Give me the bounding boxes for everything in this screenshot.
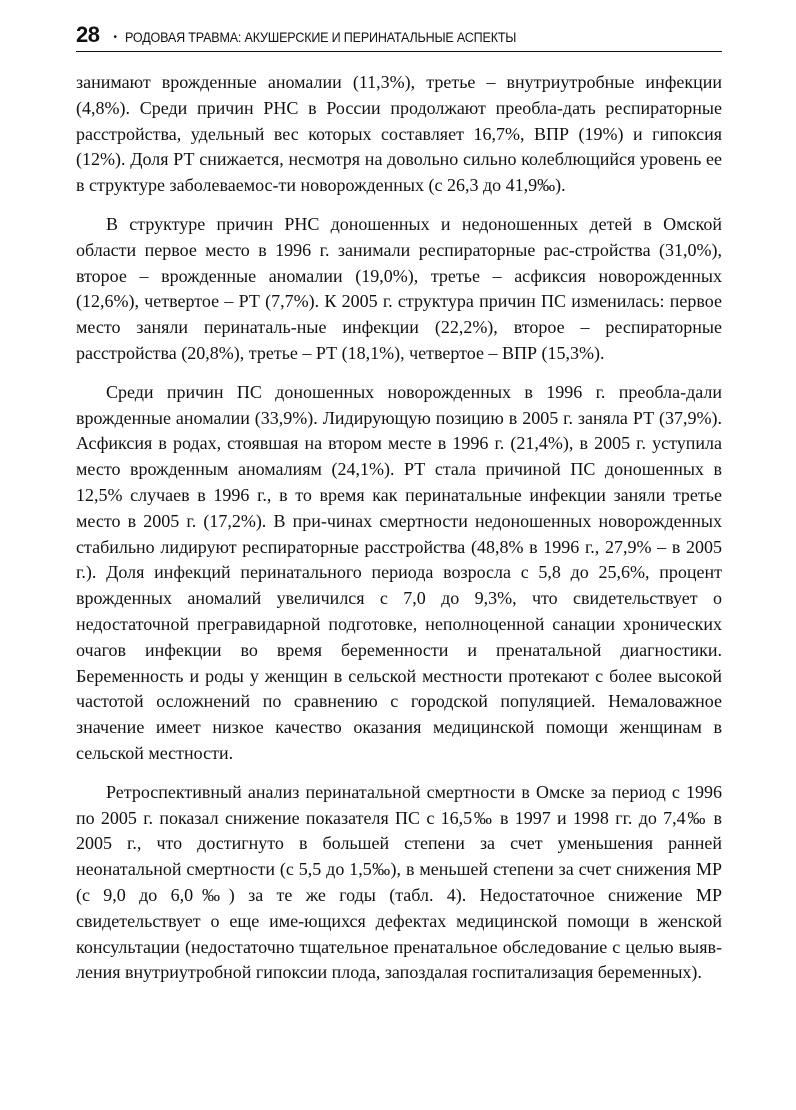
paragraph-continued: занимают врожденные аномалии (11,3%), третье – внутриутробные инфекции (4,8%). Среди причин РНС в России продолжают преобла-дать респираторные расстройства, удельный вес которых составляет 16,7%, ВПР (19%) и гипоксия (12%). Доля РТ снижается, несмотря на довольно сильно колеблющийся уровень ее в структуре заболеваемос-ти новорожденных (с 26,3 до 41,9‰). <box>76 72 722 196</box>
paragraph-retrospective-analysis: Ретроспективный анализ перинатальной смертности в Омске за период с 1996 по 2005 г. показал снижение показателя ПС с 16,5‰ в 1997 и 1998 гг. до 7,4‰ в 2005 г., что достигнуто в большей степени за счет уменьшения ранней неонатальной смертности (с 5,5 до 1,5‰), в меньшей степени за счет снижения МР (с 9,0 до 6,0‰) за те же годы (табл. 4). Недостаточное снижение МР свидетельствует о еще име-ющихся дефектах медицинской помощи в женской консультации (недостаточно тщательное пренатальное обследование с целью выяв-ления внутриутробной гипоксии плода, запоздалая госпитализация беременных). <box>76 781 722 983</box>
paragraph-full-term-causes: Среди причин ПС доношенных новорожденных в 1996 г. преобла-дали врожденные аномалии (33,9%). Лидирующую позицию в 2005 г. заняла РТ (37,9%). Асфиксия в родах, стоявшая на втором месте в 1996 г. (21,4%), в 2005 г. уступила место врожденным аномалиям (24,1%). РТ стала причиной ПС доношенных в 12,5% случаев в 1996 г., в то время как перинатальные инфекции заняли третье место в 2005 г. (17,2%). В при-чинах смертности недоношенных новорожденных стабильно лидируют респираторные расстройства (48,8% в 1996 г., 27,9% – в 2005 г.). Доля инфекций перинатального периода возросла с 5,8 до 25,6%, процент врожденных аномалий увеличился с 7,0 до 9,3%, что свидетельствует о недостаточной прегравидарной подготовке, неполноценной санации хронических очагов инфекции во время беременности и пренатальной диагностики. Беременность и роды у женщин в сельской местности протекают с более высокой частотой осложнений по сравнению с городской популяцией. Немаловажное значение имеет низкое качество оказания медицинской помощи женщинам в сельской местности. <box>76 381 722 763</box>
running-header <box>76 22 722 52</box>
running-header-title: РОДОВАЯ ТРАВМА: АКУШЕРСКИЕ И ПЕРИНАТАЛЬНЫЕ АСПЕКТЫ <box>125 30 517 45</box>
book-page <box>76 22 722 999</box>
paragraph-omsk-structure: В структуре причин РНС доношенных и недоношенных детей в Омской области первое место в 1996 г. занимали респираторные рас-стройства (31,0%), второе – врожденные аномалии (19,0%), третье – асфиксия новорожденных (12,6%), четвертое – РТ (7,7%). К 2005 г. структура причин ПС изменилась: первое место заняли перинаталь-ные инфекции (22,2%), второе – респираторные расстройства (20,8%), третье – РТ (18,1%), четвертое – ВПР (15,3%). <box>76 213 722 363</box>
page-number: 28 <box>76 22 100 47</box>
body-text <box>76 70 722 986</box>
header-bullet: • <box>113 32 117 43</box>
